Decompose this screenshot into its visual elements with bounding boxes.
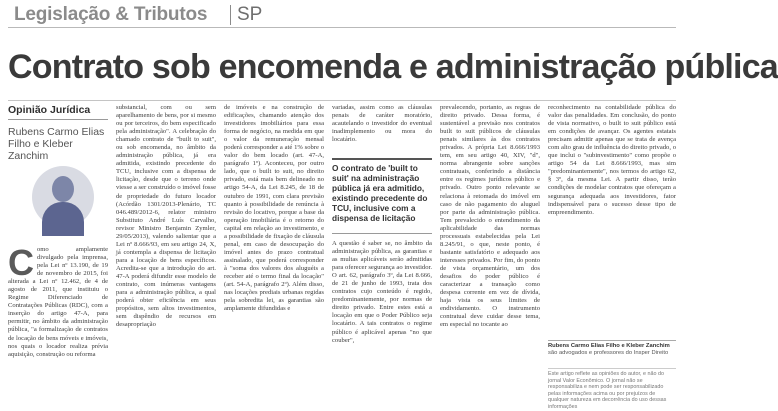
bio-names: Rubens Carmo Elias Filho e Kleber Zanchim bbox=[548, 343, 670, 349]
section-name: Legislação & Tributos bbox=[14, 4, 208, 25]
article-column-1 bbox=[8, 242, 108, 398]
article-column-6: reconhecimento na contabilidade pública do valor das penalidades. Em conclusão, do ponto de vista normativo, o built to suit público está em condições de avançar. Os agentes estatais precisam admitir apenas que se trata de avença com alto grau de influência do direito privado, o que inclui o "subinvestimento" como propõe o artigo 54 da Lei 8.666/1993, mas sim "predominantemente", nos termos do artigo 62, § 3º, da mesma Lei. A partir disso, terão condições de modelar contratos que ofereçam a segurança adequada aos investidores, fator indispensável para o sucesso desse tipo de empreendimento. bbox=[548, 104, 676, 216]
disclaimer: Este artigo reflete as opiniões do autor, e não do jornal Valor Econômico. O jornal não se responsabiliza e nem pode ser responsabilizado pelas informações acima ou por prejuízos de qualquer natureza em decorrência do uso dessas informações bbox=[548, 368, 676, 411]
opinion-label: Opinião Jurídica bbox=[8, 104, 108, 120]
author-names: Rubens Carmo Elias Filho e Kleber Zanchim bbox=[8, 126, 105, 162]
section-header bbox=[8, 2, 676, 28]
bio-text: são advogados e professores do Insper Direito bbox=[548, 350, 669, 357]
author-photo-icon bbox=[32, 166, 94, 228]
article-column-4-top: variadas, assim como as cláusulas penais de caráter moratório, acautelando o investidor do eventual inadimplemento ou mora do locatário. bbox=[332, 104, 432, 144]
pull-quote: O contrato de 'built to suit' na administração pública já era admitido, existindo precedente do TCU, inclusive com a dispensa de licitação bbox=[332, 158, 432, 234]
photo-body bbox=[42, 202, 84, 236]
article-column-5: prevalecendo, portanto, as regras de direito privado. Dessa forma, é sustentável a previsão nos contratos built to suit públicos de cláusulas penais similares às dos contratos privados. A própria Lei 8.666/1993 tem, em seu artigo 40, XIV, "d", norma abrangente sobre sanções contratuais, conferindo a distância entre os regimes jurídicos público e privado. Outro ponto relevante se relaciona à retomada do imóvel em caso de não pagamento do aluguel por parte da administração pública. Tem prevalecido o entendimento da aplicabilidade das normas processuais estabelecidas pela Lei 8.245/91, o que, neste ponto, é bastante satisfatório e adequado aos interesses privados. Por fim, do ponto de vista orçamentário, um dos desafios do poder público é caracterizar a transação como despesa corrente em vez de dívida, haja vista os seus limites de endividamento. O instrumento contratual deve cuidar desse tema, em especial no tocante ao bbox=[440, 104, 540, 329]
article-headline: Contrato sob encomenda e administração pública bbox=[8, 48, 778, 86]
article-column-3: de imóveis e na construção de edificações, chamando atenção dos investidores imobiliários para essa forma de negócio, na medida em que o valor da remuneração mensal poderá corresponder a até 1% sobre o valor do bem locado (art. 47-A, parágrafo 1º). Aconteceu, por outro lado, que o built to suit, no direito privado, está mais bem delineado no artigo 54-A, da Lei 8.245, de 18 de outubro de 1991, com clara previsão quanto à possibilidade de renúncia à revisão do locativo, porque a base da operação imobiliária é o retorno do capital em relação ao investimento, e a possibilidade de fixação de cláusula penal, em caso de desocupação do imóvel antes do prazo contratual assinalado, que poderá corresponder à "soma dos valores dos aluguéis a receber até o termo final da locação" (art. 54-A, parágrafo 2º). Além disso, nas locações prediais urbanas regidas pela sobredita lei, as garantias são amplamente difundidas e bbox=[224, 104, 324, 313]
drop-cap: C bbox=[8, 242, 34, 283]
photo-head bbox=[52, 176, 74, 202]
author-bio bbox=[548, 340, 676, 357]
headline-rule bbox=[8, 100, 676, 101]
article-column-2: substancial, com ou sem aparelhamento de bens, por si mesmo ou por terceiros, do bem especificado pela administração". A celebração do chamado contrato de "built to suit", ou sob encomenda, no âmbito da administração pública, já era admitida, existindo precedente do TCU, inclusive com a dispensa de licitação, desde que o terreno onde viesse a ser construído o imóvel fosse de propriedade do futuro locador (Acórdão 1301/2013-Plenário, TC 046.489/2012-6, relator ministro Substituto André Luís Carvalho, revisor Ministro Benjamin Zymler, 29/05/2013), valendo salientar que a Lei nº 8.666/93, em seu artigo 24, X, já contempla a dispensa de licitação para a locação de bens específicos. Acredita-se que a introdução do art. 47-A poderá difundir esse modelo de contrato, com inúmeras vantagens para a administração pública, a qual poderá obter eficiência em seus propósitos, sem altos investimentos, sem dispêndio de recursos em desapropriação bbox=[116, 104, 216, 329]
section-region: SP bbox=[237, 4, 263, 25]
article-column-4-bottom: A questão é saber se, no âmbito da administração pública, as garantias e as multas aplicáveis serão admitidas para oferecer segurança ao investidor. O art. 62, parágrafo 3º, da Lei 8.666, de 21 de junho de 1993, trata dos contratos cujo conteúdo é regido, predominantemente, por normas de direito privado. Entre estes está a locação em que o Poder Público seja locatário. A tais contratos o regime público é aplicável apenas "no que couber", bbox=[332, 240, 432, 344]
byline bbox=[8, 104, 108, 244]
column-1-text: omo amplamente divulgado pela imprensa, pela Lei nº 13.190, de 19 de novembro de 2015, foi alterada a Lei nº 12.462, de 4 de agosto de 2011, que instituiu o Regime Diferenciado de Contratações Públicas (RDC), com a inserção do artigo 47-A, para permitir, no âmbito da administração pública, "a formalização de contratos de locação de bens móveis e imóveis, nos quais o locador realiza prévia aquisição, construção ou reforma bbox=[8, 246, 108, 358]
section-divider bbox=[230, 5, 231, 25]
